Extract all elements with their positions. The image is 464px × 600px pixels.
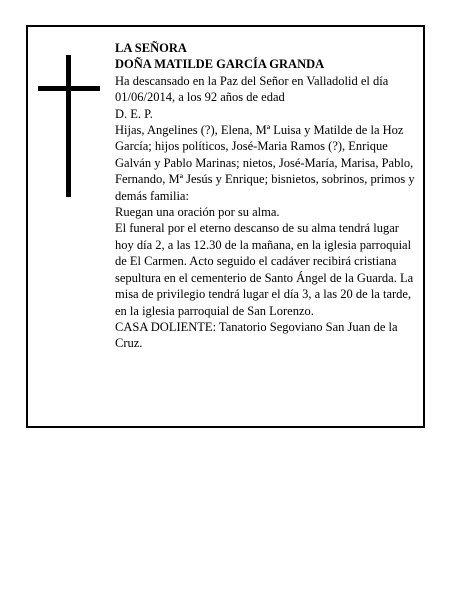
cross-icon bbox=[38, 55, 100, 197]
cross-vertical-bar bbox=[66, 55, 71, 197]
family-list: Hijas, Angelines (?), Elena, Mª Luisa y Matilde de la Hoz García; hijos políticos, José-Maria Ramos (?), Enrique Galván y Pablo Marinas; nietos, José-María, Marisa, Pablo, Fernando, Mª Jesús y Enrique; bisnietos, sobrinos, primos y demás familia: bbox=[115, 123, 415, 203]
obituary-notice bbox=[26, 25, 425, 428]
deceased-name: DOÑA MATILDE GARCÍA GRANDA bbox=[115, 57, 325, 72]
notice-body bbox=[115, 40, 417, 352]
death-statement: Ha descansado en la Paz del Señor en Valladolid el día 01/06/2014, a los 92 años de edad bbox=[115, 73, 389, 105]
cross-horizontal-bar bbox=[38, 86, 100, 91]
rip-text: D. E. P. bbox=[115, 106, 153, 121]
funeral-details: El funeral por el eterno descanso de su alma tendrá lugar hoy día 2, a las 12.30 de la mañana, en la iglesia parroquial de El Carmen. Acto seguido el cadáver recibirá cristiana sepultura en el cementerio de Santo Ángel de la Guarda. La misa de privilegio tendrá lugar el día 3, a las 20 de la tarde, en la iglesia parroquial de San Lorenzo. bbox=[115, 221, 414, 318]
notice-heading: LA SEÑORA bbox=[115, 41, 187, 55]
mourning-house: CASA DOLIENTE: Tanatorio Segoviano San Juan de la Cruz. bbox=[115, 319, 398, 351]
prayer-request: Ruegan una oración por su alma. bbox=[115, 205, 280, 220]
